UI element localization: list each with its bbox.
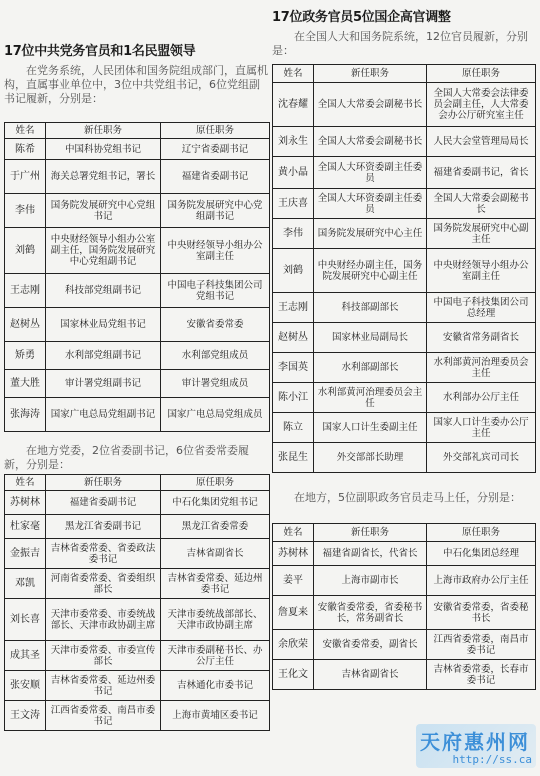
name-cell: 杜家毫 — [5, 515, 46, 539]
name-cell: 陈希 — [5, 139, 46, 160]
table-row — [273, 353, 536, 383]
table-row — [5, 228, 270, 274]
left-column — [4, 0, 270, 731]
table-row — [5, 569, 270, 599]
new-post-cell: 中央财经领导小组办公室副主任，国务院发展研究中心党组副书记 — [46, 228, 161, 274]
name-cell: 成其圣 — [5, 641, 46, 671]
new-post-cell: 水利部黄河治理委员会主任 — [314, 383, 427, 413]
former-post-cell: 天津市委副秘书长、办公厅主任 — [161, 641, 270, 671]
new-post-cell: 黑龙江省委副书记 — [46, 515, 161, 539]
right-column — [272, 0, 536, 690]
table-row — [273, 383, 536, 413]
new-post-cell: 吉林省委常委、省委政法委书记 — [46, 539, 161, 569]
table-header-row — [273, 524, 536, 542]
header-name: 姓名 — [273, 524, 314, 542]
table-row — [5, 515, 270, 539]
name-cell: 张海涛 — [5, 398, 46, 432]
table-row — [5, 671, 270, 701]
new-post-cell: 科技部党组副书记 — [46, 274, 161, 308]
name-cell: 黄小晶 — [273, 157, 314, 189]
former-post-cell: 国务院发展研究中心副主任 — [427, 219, 536, 249]
table-row — [273, 542, 536, 566]
name-cell: 王庆喜 — [273, 189, 314, 219]
new-post-cell: 中央财经办副主任，国务院发展研究中心副主任 — [314, 249, 427, 293]
header-former-post: 原任职务 — [161, 123, 270, 139]
new-post-cell: 天津市委常委、市委宣传部长 — [46, 641, 161, 671]
name-cell: 苏树林 — [273, 542, 314, 566]
header-former-post: 原任职务 — [427, 524, 536, 542]
table-row — [5, 701, 270, 731]
new-post-cell: 国家广电总局党组副书记 — [46, 398, 161, 432]
table-row — [5, 160, 270, 194]
name-cell: 陈小江 — [273, 383, 314, 413]
table-row — [273, 630, 536, 660]
table-row — [5, 491, 270, 515]
watermark-url: http://ss.ca — [452, 753, 532, 766]
table-row — [5, 398, 270, 432]
header-name: 姓名 — [273, 65, 314, 83]
table-header-row — [5, 475, 270, 491]
former-post-cell: 辽宁省委副书记 — [161, 139, 270, 160]
new-post-cell: 海关总署党组书记，署长 — [46, 160, 161, 194]
header-new-post: 新任职务 — [46, 475, 161, 491]
left-intro-1: 在党务系统，人民团体和国务院组成部门，直属机构，直属事业单位中，3位中共党组书记，6位党组副书记履新，分别是： — [4, 64, 268, 105]
table-row — [273, 660, 536, 690]
new-post-cell: 中国科协党组书记 — [46, 139, 161, 160]
name-cell: 于广州 — [5, 160, 46, 194]
table-row — [273, 443, 536, 473]
former-post-cell: 外交部礼宾司司长 — [427, 443, 536, 473]
header-name: 姓名 — [5, 475, 46, 491]
name-cell: 沈春耀 — [273, 83, 314, 127]
table-row — [5, 194, 270, 228]
table-row — [273, 157, 536, 189]
name-cell: 李伟 — [5, 194, 46, 228]
new-post-cell: 全国人大环资委副主任委员 — [314, 189, 427, 219]
name-cell: 王志刚 — [5, 274, 46, 308]
table-row — [273, 323, 536, 353]
former-post-cell: 中央财经领导小组办公室副主任 — [161, 228, 270, 274]
table-header-row — [273, 65, 536, 83]
name-cell: 王文涛 — [5, 701, 46, 731]
new-post-cell: 科技部副部长 — [314, 293, 427, 323]
header-new-post: 新任职务 — [46, 123, 161, 139]
name-cell: 赵树丛 — [5, 308, 46, 342]
new-post-cell: 国务院发展研究中心党组书记 — [46, 194, 161, 228]
name-cell: 李伟 — [273, 219, 314, 249]
former-post-cell: 黑龙江省委常委 — [161, 515, 270, 539]
right-table-1 — [272, 64, 536, 473]
name-cell: 刘永生 — [273, 127, 314, 157]
former-post-cell: 国家广电总局党组成员 — [161, 398, 270, 432]
former-post-cell: 吉林省委常委、延边州委书记 — [161, 569, 270, 599]
name-cell: 余欣荣 — [273, 630, 314, 660]
former-post-cell: 吉林省委常委，长春市委书记 — [427, 660, 536, 690]
new-post-cell: 全国人大常委会副秘书长 — [314, 127, 427, 157]
former-post-cell: 安徽省委常委 — [161, 308, 270, 342]
new-post-cell: 安徽省委常委，省委秘书长，常务副省长 — [314, 596, 427, 630]
former-post-cell: 吉林通化市委书记 — [161, 671, 270, 701]
name-cell: 董大胜 — [5, 370, 46, 398]
former-post-cell: 福建省委副书记 — [161, 160, 270, 194]
new-post-cell: 国务院发展研究中心主任 — [314, 219, 427, 249]
header-new-post: 新任职务 — [314, 65, 427, 83]
former-post-cell: 上海市黄埔区委书记 — [161, 701, 270, 731]
table-row — [273, 127, 536, 157]
new-post-cell: 上海市副市长 — [314, 566, 427, 596]
right-table-2 — [272, 523, 536, 690]
table-row — [273, 189, 536, 219]
right-section-title: 17位政务官员5位国企高官调整 — [272, 10, 451, 25]
former-post-cell: 中石化集团党组书记 — [161, 491, 270, 515]
name-cell: 邓凯 — [5, 569, 46, 599]
left-table-1 — [4, 122, 270, 432]
new-post-cell: 吉林省委常委、延边州委书记 — [46, 671, 161, 701]
table-row — [5, 342, 270, 370]
former-post-cell: 全国人大常委会法律委员会副主任，人大常委会办公厅研究室主任 — [427, 83, 536, 127]
name-cell: 刘鹤 — [5, 228, 46, 274]
former-post-cell: 人民大会堂管理局局长 — [427, 127, 536, 157]
name-cell: 陈立 — [273, 413, 314, 443]
former-post-cell: 中央财经领导小组办公室副主任 — [427, 249, 536, 293]
former-post-cell: 国家人口计生委办公厅主任 — [427, 413, 536, 443]
name-cell: 金振吉 — [5, 539, 46, 569]
table-row — [273, 83, 536, 127]
former-post-cell: 福建省委副书记，省长 — [427, 157, 536, 189]
new-post-cell: 水利部副部长 — [314, 353, 427, 383]
name-cell: 张安顺 — [5, 671, 46, 701]
new-post-cell: 国家林业局党组书记 — [46, 308, 161, 342]
former-post-cell: 中石化集团总经理 — [427, 542, 536, 566]
former-post-cell: 天津市委统战部部长、天津市政协副主席 — [161, 599, 270, 641]
right-intro-1: 在全国人大和国务院系统，12位官员履新，分别是： — [272, 30, 528, 57]
former-post-cell: 安徽省委常委，省委秘书长 — [427, 596, 536, 630]
right-intro-2: 在地方，5位副职政务官员走马上任，分别是： — [294, 491, 521, 504]
table-header-row — [5, 123, 270, 139]
new-post-cell: 审计署党组副书记 — [46, 370, 161, 398]
table-row — [273, 293, 536, 323]
name-cell: 刘长喜 — [5, 599, 46, 641]
name-cell: 张昆生 — [273, 443, 314, 473]
new-post-cell: 安徽省委常委，副省长 — [314, 630, 427, 660]
new-post-cell: 全国人大常委会副秘书长 — [314, 83, 427, 127]
name-cell: 詹夏来 — [273, 596, 314, 630]
table-row — [5, 139, 270, 160]
header-name: 姓名 — [5, 123, 46, 139]
name-cell: 赵树丛 — [273, 323, 314, 353]
former-post-cell: 国务院发展研究中心党组副书记 — [161, 194, 270, 228]
header-former-post: 原任职务 — [161, 475, 270, 491]
new-post-cell: 全国人大环资委副主任委员 — [314, 157, 427, 189]
new-post-cell: 河南省委常委、省委组织部长 — [46, 569, 161, 599]
former-post-cell: 中国电子科技集团公司总经理 — [427, 293, 536, 323]
new-post-cell: 江西省委常委、南昌市委书记 — [46, 701, 161, 731]
name-cell: 李国英 — [273, 353, 314, 383]
name-cell: 矫勇 — [5, 342, 46, 370]
former-post-cell: 江西省委常委，南昌市委书记 — [427, 630, 536, 660]
name-cell: 姜平 — [273, 566, 314, 596]
table-row — [273, 596, 536, 630]
former-post-cell: 全国人大常委会副秘书长 — [427, 189, 536, 219]
table-row — [273, 219, 536, 249]
header-new-post: 新任职务 — [314, 524, 427, 542]
table-row — [5, 308, 270, 342]
new-post-cell: 国家林业局副局长 — [314, 323, 427, 353]
former-post-cell: 水利部党组成员 — [161, 342, 270, 370]
name-cell: 王化文 — [273, 660, 314, 690]
name-cell: 刘鹤 — [273, 249, 314, 293]
table-row — [273, 566, 536, 596]
former-post-cell: 吉林省副省长 — [161, 539, 270, 569]
table-row — [5, 599, 270, 641]
left-intro-2: 在地方党委，2位省委副书记，6位省委常委履新，分别是： — [4, 444, 249, 471]
name-cell: 王志刚 — [273, 293, 314, 323]
former-post-cell: 安徽省常务副省长 — [427, 323, 536, 353]
table-row — [5, 641, 270, 671]
new-post-cell: 福建省委副书记 — [46, 491, 161, 515]
table-row — [5, 539, 270, 569]
former-post-cell: 上海市政府办公厅主任 — [427, 566, 536, 596]
new-post-cell: 吉林省副省长 — [314, 660, 427, 690]
new-post-cell: 天津市委常委、市委统战部长、天津市政协副主席 — [46, 599, 161, 641]
former-post-cell: 审计署党组成员 — [161, 370, 270, 398]
left-table-2 — [4, 474, 270, 731]
table-row — [5, 370, 270, 398]
table-row — [5, 274, 270, 308]
former-post-cell: 水利部办公厅主任 — [427, 383, 536, 413]
table-row — [273, 249, 536, 293]
watermark-logo — [416, 724, 536, 768]
watermark-text: 天府惠州网 — [420, 730, 530, 754]
header-former-post: 原任职务 — [427, 65, 536, 83]
new-post-cell: 外交部部长助理 — [314, 443, 427, 473]
table-row — [273, 413, 536, 443]
former-post-cell: 中国电子科技集团公司党组书记 — [161, 274, 270, 308]
former-post-cell: 水利部黄河治理委员会主任 — [427, 353, 536, 383]
left-section-title: 17位中共党务官员和1名民盟领导 — [4, 44, 196, 59]
new-post-cell: 国家人口计生委副主任 — [314, 413, 427, 443]
name-cell: 苏树林 — [5, 491, 46, 515]
new-post-cell: 水利部党组副书记 — [46, 342, 161, 370]
new-post-cell: 福建省副省长，代省长 — [314, 542, 427, 566]
